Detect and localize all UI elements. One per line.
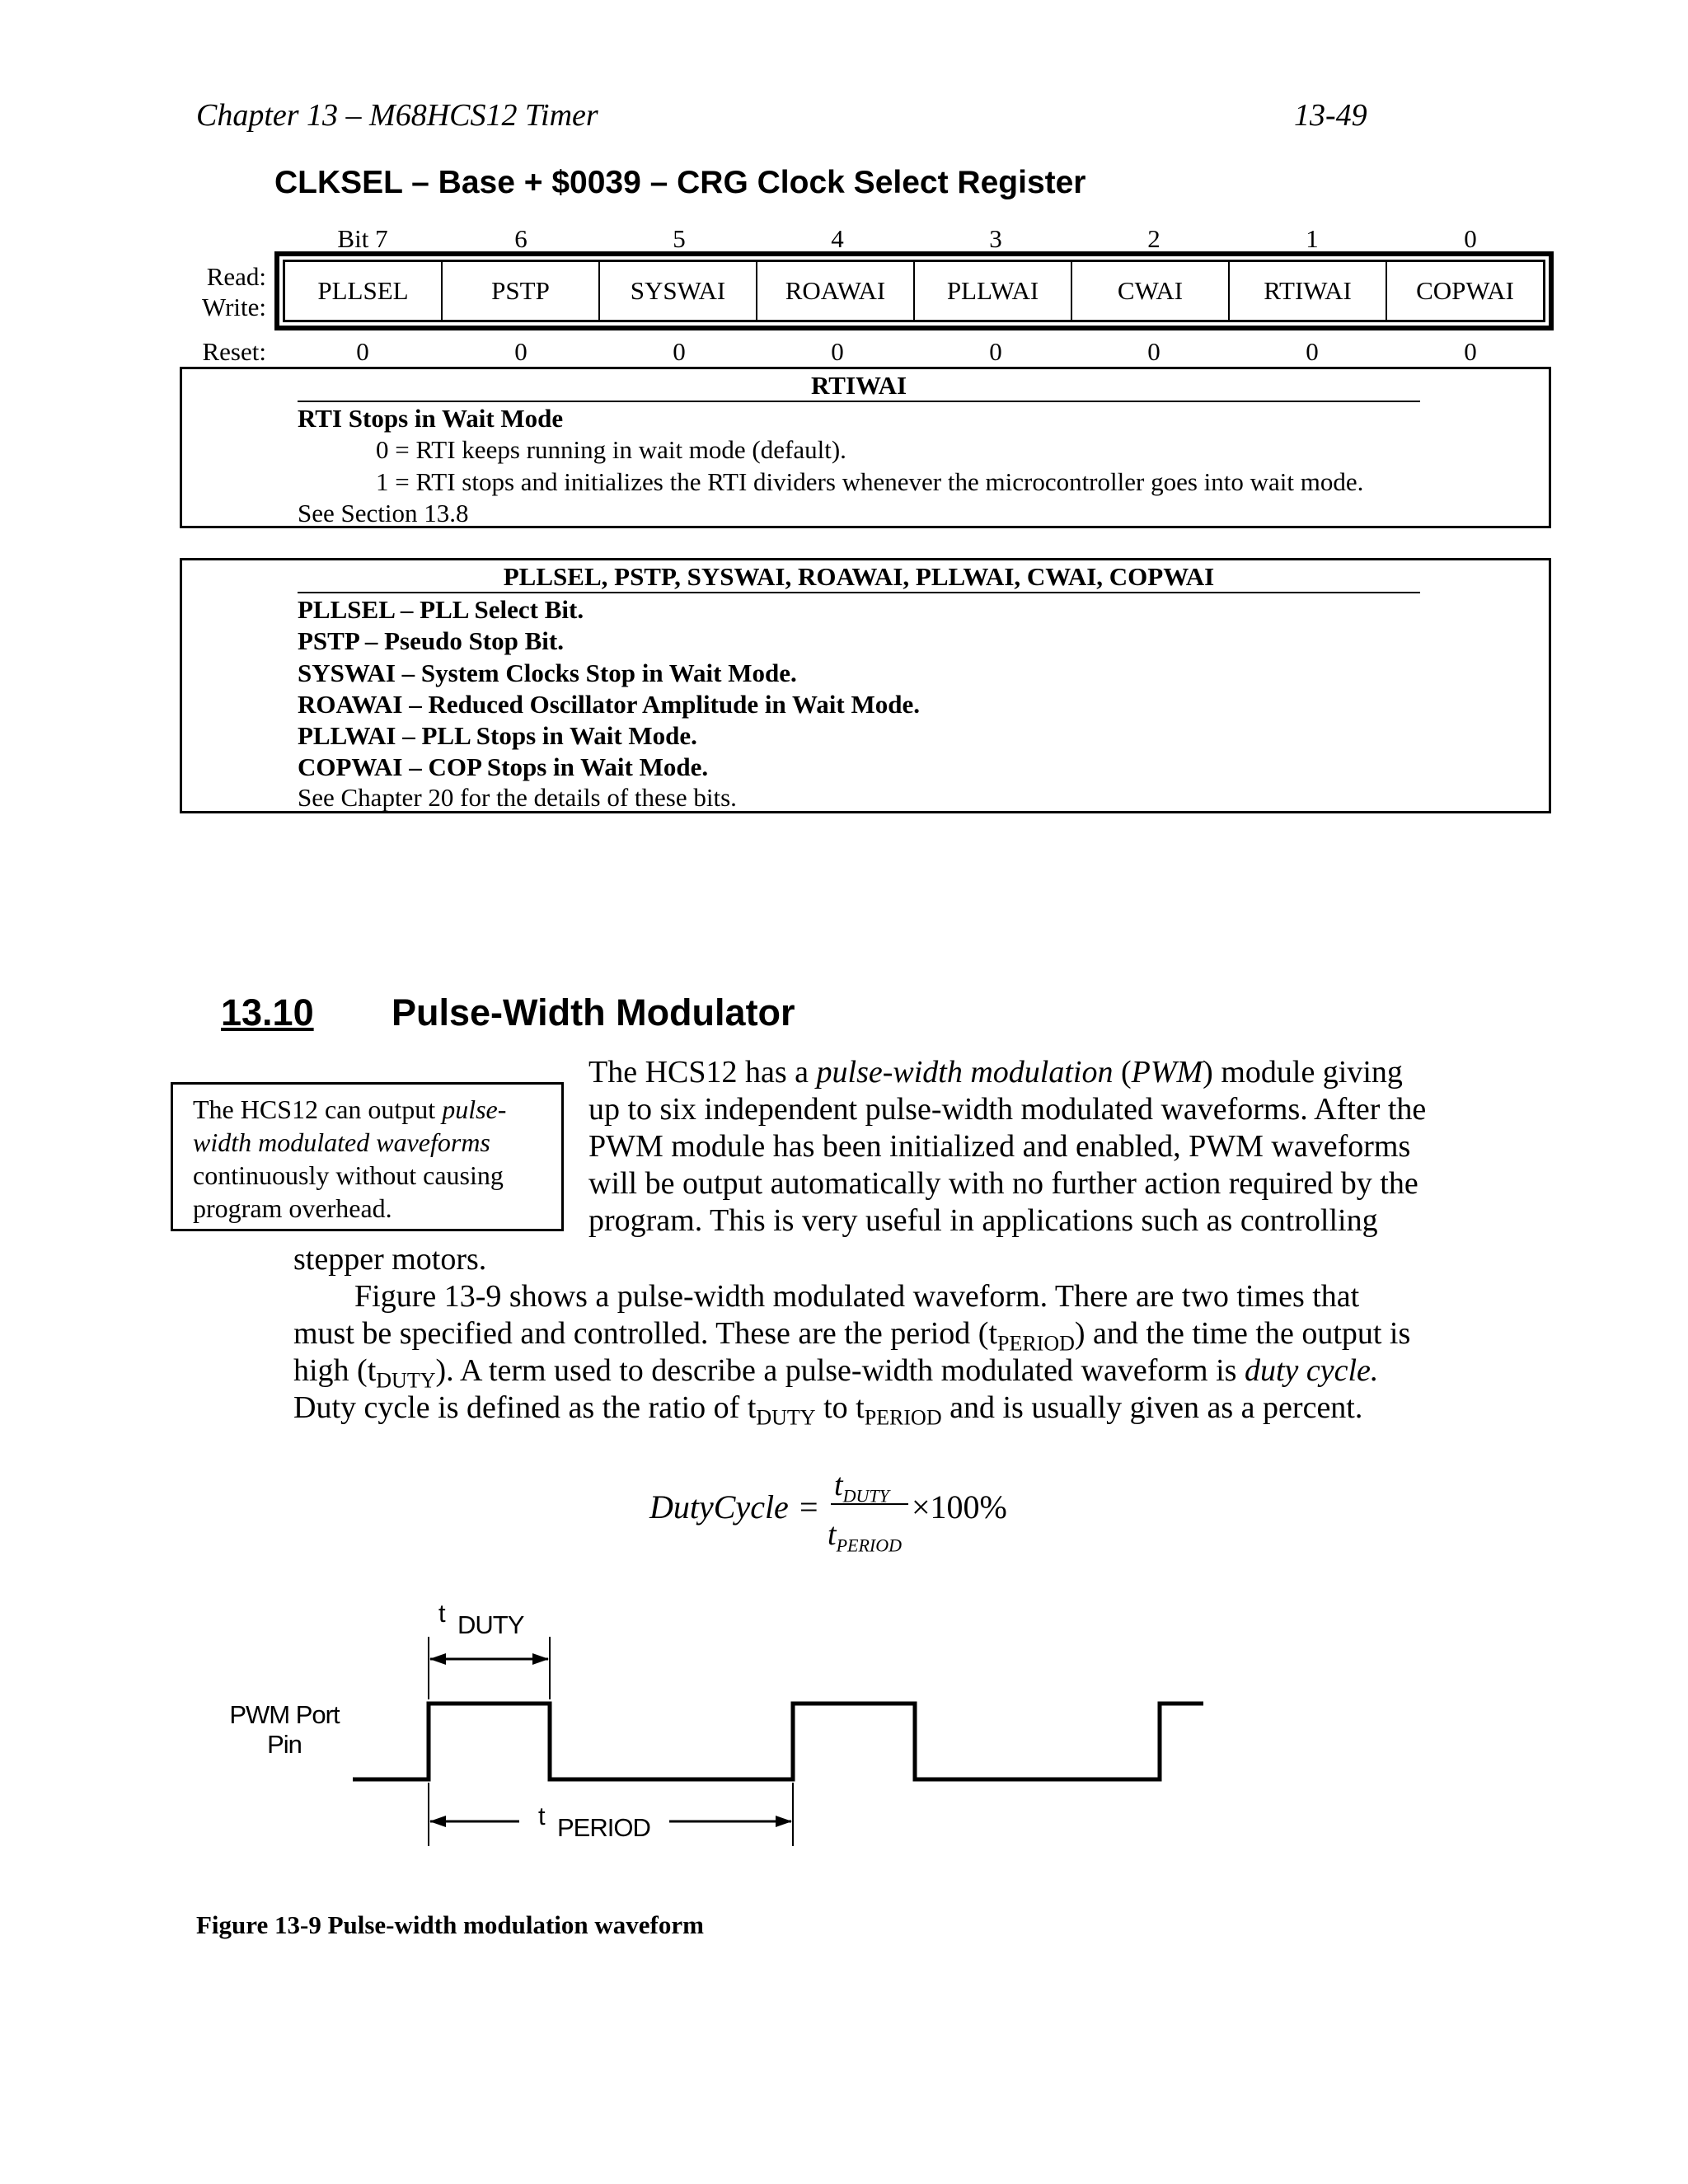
text: and is usually given as a percent. [941, 1390, 1363, 1425]
bit-field: CWAI [1072, 262, 1230, 320]
bit-number: 2 [1147, 224, 1160, 253]
bit-number: 4 [831, 224, 844, 253]
text: t [834, 1468, 843, 1502]
subscript: PERIOD [997, 1331, 1075, 1356]
bit-description: SYSWAI – System Clocks Stop in Wait Mode. [298, 658, 797, 687]
text: The HCS12 has a [588, 1055, 817, 1090]
rtiwai-heading: RTI Stops in Wait Mode [298, 404, 564, 433]
bit-field: PSTP [443, 262, 600, 320]
subscript: PERIOD [836, 1535, 902, 1556]
other-bits-box-title: PLLSEL, PSTP, SYSWAI, ROAWAI, PLLWAI, CWAI, COPWAI [298, 562, 1420, 593]
read-label: Read: [206, 262, 266, 291]
reset-value: 0 [831, 337, 844, 366]
bit-description: PLLSEL – PLL Select Bit. [298, 595, 584, 624]
pin-label: Pin [267, 1730, 302, 1759]
figure-caption: Figure 13-9 Pulse-width modulation waveform [196, 1910, 704, 1939]
subscript: DUTY [842, 1485, 889, 1507]
text: ) and the time the output is [1074, 1316, 1411, 1351]
bit-field: PLLSEL [285, 262, 443, 320]
duty-t-label: t [438, 1599, 445, 1628]
rtiwai-box-title: RTIWAI [298, 371, 1420, 402]
paragraph-1-line: up to six independent pulse-width modulated waveforms. After the [588, 1092, 1427, 1127]
text: Duty cycle is defined as the ratio of t [293, 1390, 757, 1425]
italic-term: duty cycle. [1244, 1353, 1379, 1388]
write-label: Write: [202, 293, 266, 321]
subscript: PERIOD [864, 1405, 942, 1430]
other-bits-see-chapter: See Chapter 20 for the details of these bits. [298, 783, 737, 812]
period-t-label: t [538, 1802, 545, 1830]
margin-note-text: The HCS12 can output [193, 1094, 443, 1124]
paragraph-1-line: PWM module has been initialized and enabled, PWM waveforms [588, 1129, 1411, 1164]
bit-description: ROAWAI – Reduced Oscillator Amplitude in Wait Mode. [298, 690, 920, 719]
reset-value: 0 [673, 337, 686, 366]
bit-field: RTIWAI [1230, 262, 1387, 320]
rtiwai-option-1: 1 = RTI stops and initializes the RTI dividers whenever the microcontroller goes into wait mode. [376, 467, 1364, 496]
reset-value: 0 [1306, 337, 1319, 366]
bit-description: COPWAI – COP Stops in Wait Mode. [298, 752, 709, 781]
bit-number: 0 [1464, 224, 1477, 253]
reset-value: 0 [1464, 337, 1477, 366]
margin-note-text: continuously without causing program overhead. [193, 1160, 504, 1223]
text: t [828, 1517, 837, 1552]
paragraph-1-line: will be output automatically with no further action required by the [588, 1166, 1418, 1201]
rtiwai-option-0: 0 = RTI keeps running in wait mode (default). [376, 435, 846, 464]
equation-multiplier: ×100% [912, 1488, 1007, 1526]
bit-number: Bit 7 [337, 224, 388, 253]
period-label: PERIOD [557, 1813, 650, 1842]
reset-label: Reset: [202, 337, 266, 366]
rtiwai-see-section: See Section 13.8 [298, 499, 469, 527]
bit-description: PSTP – Pseudo Stop Bit. [298, 626, 564, 655]
italic-term: pulse-width modulation [816, 1055, 1114, 1090]
subscript: DUTY [376, 1368, 436, 1393]
bit-number: 5 [673, 224, 686, 253]
equation-lhs: DutyCycle [649, 1488, 789, 1526]
margin-note-italic: pulse-width modulated waveforms [193, 1094, 507, 1157]
paragraph-2-line: Figure 13-9 shows a pulse-width modulated waveform. There are two times that [354, 1279, 1360, 1314]
bit-field: ROAWAI [757, 262, 915, 320]
bit-number: 6 [514, 224, 528, 253]
bit-field: COPWAI [1416, 276, 1514, 305]
register-title: CLKSEL – Base + $0039 – CRG Clock Select Register [274, 165, 1086, 200]
bit-description: PLLWAI – PLL Stops in Wait Mode. [298, 721, 697, 750]
bit-number: 3 [989, 224, 1002, 253]
bit-number: 1 [1306, 224, 1319, 253]
page-number: 13-49 [1294, 98, 1367, 133]
pin-label: PWM Port [229, 1700, 340, 1729]
text: ). A term used to describe a pulse-width modulated waveform is [435, 1353, 1245, 1388]
reset-value: 0 [356, 337, 369, 366]
paragraph-1-line: program. This is very useful in applications such as controlling [588, 1203, 1378, 1238]
pwm-signal-trace [353, 1704, 1203, 1779]
chapter-header: Chapter 13 – M68HCS12 Timer [196, 98, 598, 133]
section-number: 13.10 [221, 991, 314, 1033]
reset-value: 0 [989, 337, 1002, 366]
section-title: Pulse-Width Modulator [392, 991, 795, 1033]
italic-term: PWM [1131, 1055, 1203, 1090]
equation-equals: = [799, 1488, 818, 1526]
bit-field: SYSWAI [600, 262, 757, 320]
text: ( [1113, 1055, 1132, 1090]
bit-field: PLLWAI [915, 262, 1072, 320]
subscript: DUTY [756, 1405, 816, 1430]
reset-value: 0 [514, 337, 528, 366]
text: must be specified and controlled. These are the period (t [293, 1316, 997, 1351]
text: to t [815, 1390, 865, 1425]
reset-value: 0 [1147, 337, 1160, 366]
text: high (t [293, 1353, 377, 1388]
duty-label: DUTY [457, 1610, 524, 1639]
text: ) module giving [1203, 1055, 1403, 1090]
paragraph-1-line: stepper motors. [293, 1242, 487, 1277]
